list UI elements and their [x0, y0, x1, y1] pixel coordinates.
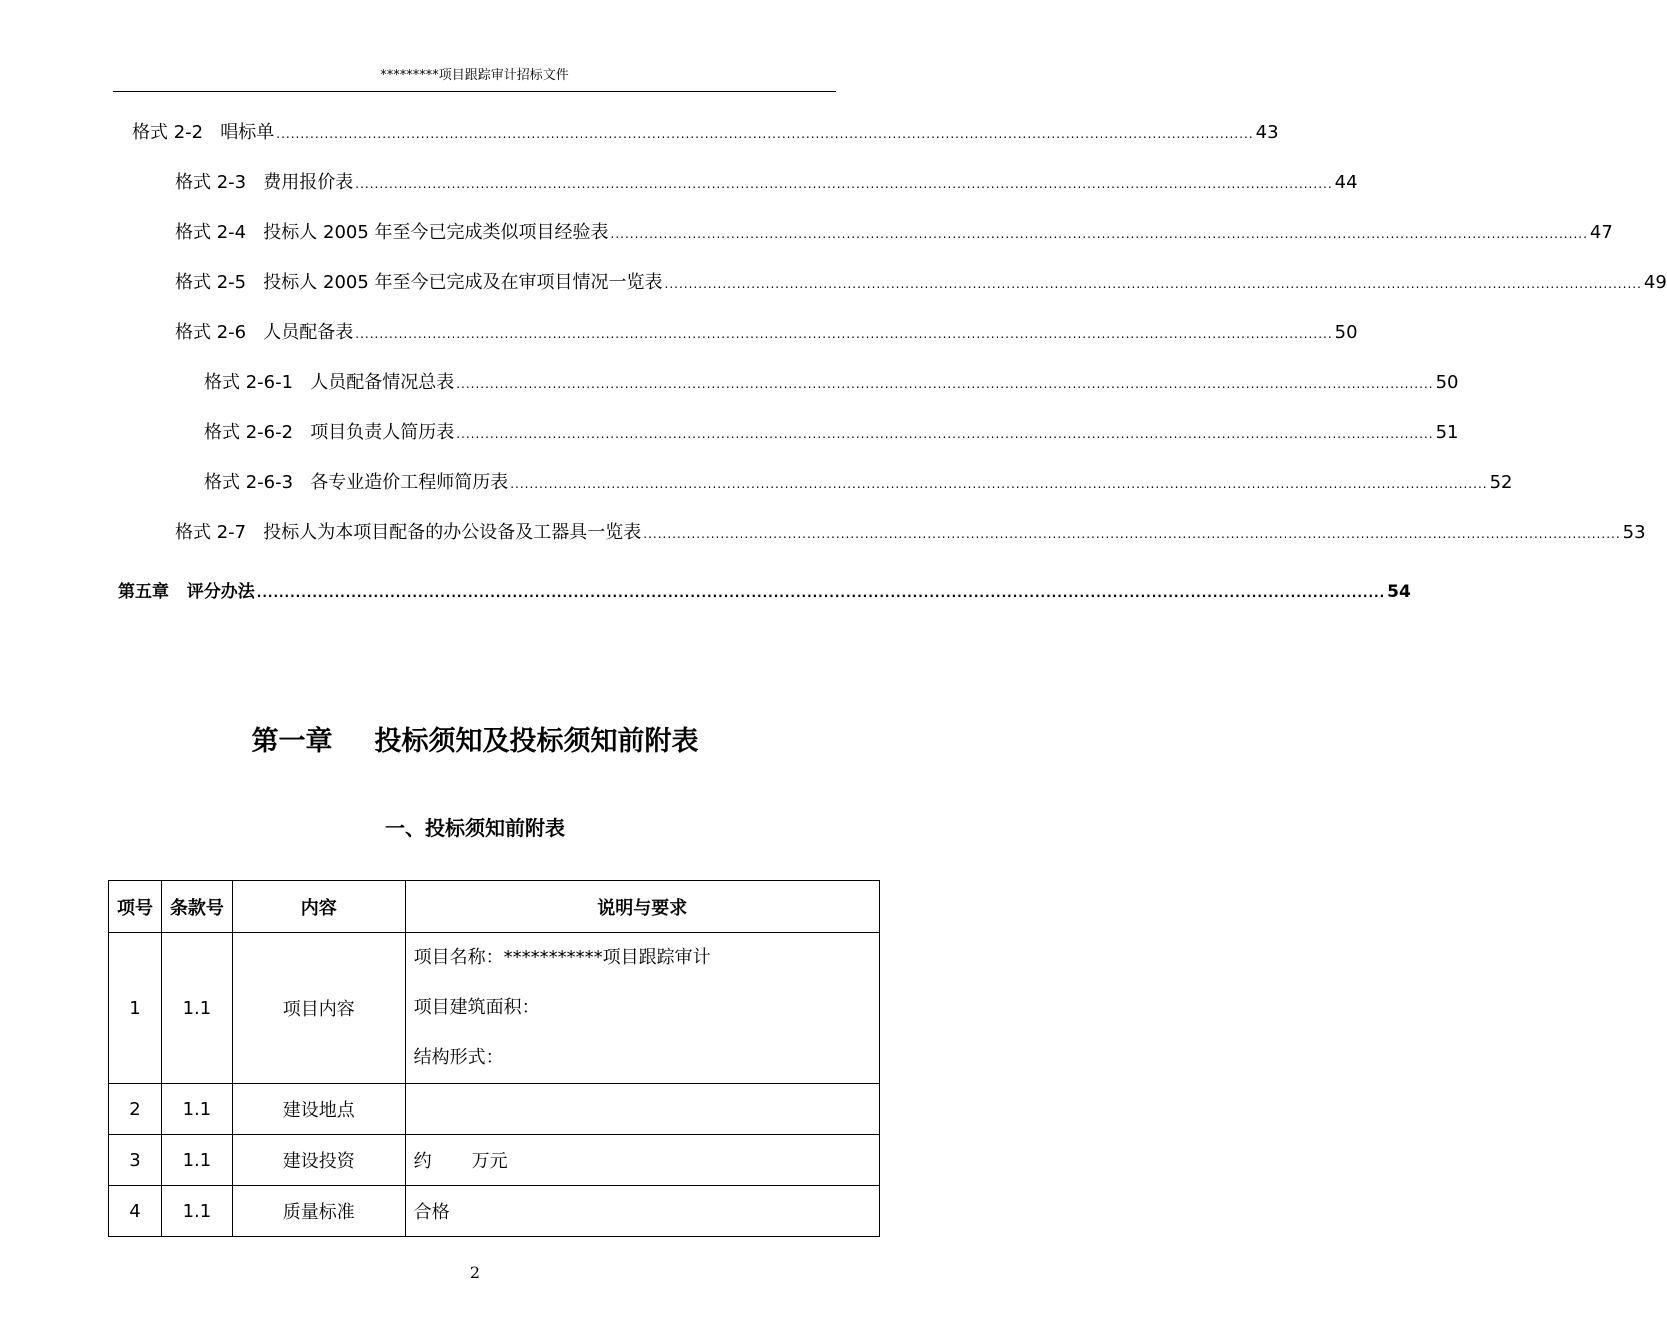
toc-entry-label: 格式 2-6 人员配备表 — [175, 322, 354, 343]
cell-content: 建设地点 — [232, 1084, 405, 1135]
cell-content: 建设投资 — [232, 1135, 405, 1186]
toc-entry-chapter[interactable] — [118, 579, 1411, 605]
toc-entry-label: 格式 2-4 投标人 2005 年至今已完成类似项目经验表 — [175, 222, 609, 243]
chapter-title: 投标须知及投标须知前附表 — [374, 726, 699, 757]
cell-description — [405, 1084, 879, 1135]
toc-entry[interactable] — [204, 470, 1513, 496]
description-line: 项目名称：***********项目跟踪审计 — [413, 947, 711, 968]
toc-entry-label: 格式 2-6-1 人员配备情况总表 — [204, 372, 455, 393]
column-header-item-no: 项号 — [109, 881, 162, 933]
toc-entry[interactable] — [175, 520, 1646, 546]
toc-leader: ........................................................................................................................................................................................................... — [610, 227, 1588, 241]
toc-entry-page: 52 — [1489, 472, 1513, 493]
toc-entry-page: 53 — [1622, 522, 1646, 543]
toc-entry[interactable] — [204, 420, 1459, 446]
toc-leader: ........................................................................................................................................................................................................... — [276, 127, 1254, 141]
cell-item-no: 2 — [109, 1084, 162, 1135]
toc-entry-label: 第五章 评分办法 — [118, 582, 255, 602]
cell-item-no: 4 — [109, 1186, 162, 1237]
toc-entry[interactable] — [175, 320, 1358, 346]
cell-item-no: 1 — [109, 933, 162, 1084]
toc-entry-label: 格式 2-5 投标人 2005 年至今已完成及在审项目情况一览表 — [175, 272, 663, 293]
toc-entry[interactable] — [175, 220, 1613, 246]
page-number: 2 — [469, 1263, 481, 1282]
cell-item-no: 3 — [109, 1135, 162, 1186]
header-title: *********项目跟踪审计招标文件 — [380, 68, 569, 83]
cell-description — [405, 933, 879, 1084]
requirements-table — [108, 880, 880, 1237]
cell-clause-no: 1.1 — [161, 933, 232, 1084]
cell-clause-no: 1.1 — [161, 1186, 232, 1237]
chapter-number: 第一章 — [251, 726, 333, 757]
cell-content: 项目内容 — [232, 933, 405, 1084]
toc-leader: ........................................................................................................................................................................................................... — [456, 427, 1434, 441]
description-line: 项目建筑面积： — [413, 997, 540, 1018]
chapter-heading — [0, 722, 950, 762]
toc-leader: ........................................................................................................................................................................................................... — [510, 477, 1488, 491]
table-header-row — [109, 881, 880, 933]
toc-leader: ........................................................................................................................................................................................................... — [355, 177, 1333, 191]
toc-entry[interactable] — [175, 170, 1358, 196]
page-header — [113, 66, 836, 92]
cell-clause-no: 1.1 — [161, 1135, 232, 1186]
cell-content: 质量标准 — [232, 1186, 405, 1237]
description-line: 结构形式： — [413, 1047, 504, 1068]
toc-leader: ........................................................................................................................................................................................................... — [456, 377, 1434, 391]
table-row — [109, 1084, 880, 1135]
cell-description: 约 万元 — [405, 1135, 879, 1186]
toc-entry-label: 格式 2-6-2 项目负责人简历表 — [204, 422, 455, 443]
toc-entry-page: 50 — [1334, 322, 1358, 343]
column-header-content: 内容 — [232, 881, 405, 933]
column-header-clause-no: 条款号 — [161, 881, 232, 933]
toc-entry-label: 格式 2-3 费用报价表 — [175, 172, 354, 193]
cell-clause-no: 1.1 — [161, 1084, 232, 1135]
toc-entry-page: 47 — [1589, 222, 1613, 243]
toc-entry-label: 格式 2-7 投标人为本项目配备的办公设备及工器具一览表 — [175, 522, 642, 543]
table-row — [109, 1135, 880, 1186]
toc-entry-page: 51 — [1435, 422, 1459, 443]
toc-entry[interactable] — [204, 370, 1459, 396]
cell-description: 合格 — [405, 1186, 879, 1237]
table-row — [109, 933, 880, 1084]
toc-entry-page: 43 — [1255, 122, 1279, 143]
toc-leader: ........................................................................................................................................................................................................... — [256, 586, 1386, 600]
toc-entry-page: 44 — [1334, 172, 1358, 193]
toc-leader: ........................................................................................................................................................................................................... — [355, 327, 1333, 341]
toc-entry-page: 54 — [1387, 582, 1411, 602]
toc-entry-label: 格式 2-2 唱标单 — [132, 122, 275, 143]
toc-entry[interactable] — [175, 270, 1667, 296]
toc-entry-page: 50 — [1435, 372, 1459, 393]
column-header-description: 说明与要求 — [405, 881, 879, 933]
toc-leader: ........................................................................................................................................................................................................... — [643, 527, 1621, 541]
toc-entry[interactable] — [132, 120, 1279, 146]
toc-entry-page: 49 — [1643, 272, 1667, 293]
table-row — [109, 1186, 880, 1237]
section-heading: 一、投标须知前附表 — [385, 816, 565, 840]
toc-leader: ........................................................................................................................................................................................................... — [664, 277, 1642, 291]
toc-entry-label: 格式 2-6-3 各专业造价工程师简历表 — [204, 472, 509, 493]
